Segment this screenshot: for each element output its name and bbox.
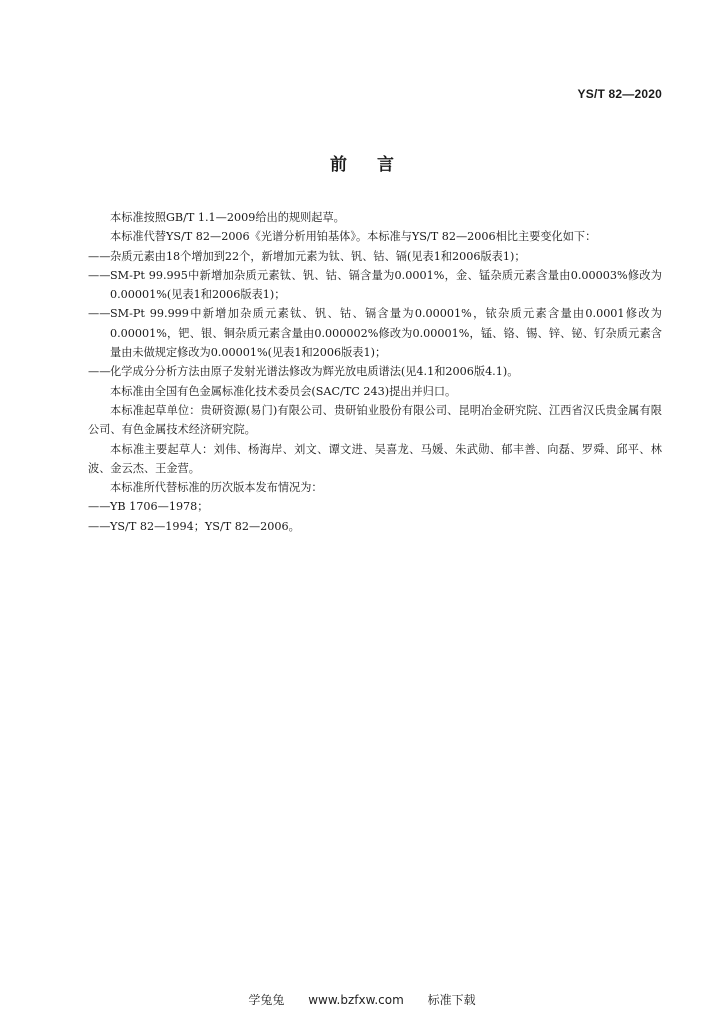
footer-site-name: 学兔兔 xyxy=(248,993,285,1007)
dash-marker: —— xyxy=(88,500,111,514)
paragraph-history-intro: 本标准所代替标准的历次版本发布情况为： xyxy=(110,481,323,495)
change-item xyxy=(88,304,662,362)
change-text: 化学成分分析方法由原子发射光谱法修改为辉光放电质谱法(见4.1和2006版4.1)。 xyxy=(110,365,519,379)
change-text: SM-Pt 99.995中新增加杂质元素钛、钒、钴、镉含量为0.0001%，金、锰杂质元素含量由0.00003%修改为0.00001%(见表1和2006版表1)； xyxy=(110,268,662,302)
dash-marker: —— xyxy=(88,365,111,379)
page-title: 前言 xyxy=(330,155,424,175)
standard-code: YS/T 82—2020 xyxy=(577,87,662,101)
change-text: 杂质元素由18个增加到22个，新增加元素为钛、钒、钴、镉(见表1和2006版表1)； xyxy=(110,249,526,263)
footer-url[interactable]: www.bzfxw.com xyxy=(308,993,404,1007)
change-item xyxy=(88,266,662,305)
dash-marker: —— xyxy=(88,307,111,321)
footer-watermark xyxy=(0,991,724,1008)
change-text: SM-Pt 99.999中新增加杂质元素钛、钒、钴、镉含量为0.00001%，铱杂质元素含量由0.0001修改为0.00001%，钯、银、铜杂质元素含量由0.000002%修改为0.00001%，锰、铬、锡、锌、铋、钌杂质元素含量由未做规定修改为0.00001%(见表1和2006版表1)； xyxy=(110,307,662,360)
change-item xyxy=(88,247,662,266)
history-text: YS/T 82—1994；YS/T 82—2006。 xyxy=(110,519,300,533)
dash-marker: —— xyxy=(88,249,111,263)
dash-marker: —— xyxy=(88,268,111,282)
history-item xyxy=(88,497,662,516)
footer-label: 标准下载 xyxy=(427,993,476,1007)
paragraph-drafters: 本标准主要起草人：刘伟、杨海岸、刘文、谭文进、吴喜龙、马媛、朱武勋、郁丰善、向磊、罗舜、邱平、林波、金云杰、王金营。 xyxy=(88,442,662,475)
dash-marker: —— xyxy=(88,519,111,533)
history-item xyxy=(88,517,662,536)
change-item xyxy=(88,362,662,381)
paragraph-replacement: 本标准代替YS/T 82—2006《光谱分析用铂基体》。本标准与YS/T 82—2006相比主要变化如下： xyxy=(110,230,597,244)
paragraph-drafting-rules: 本标准按照GB/T 1.1—2009给出的规则起草。 xyxy=(110,211,345,224)
foreword-body xyxy=(88,208,662,536)
history-text: YB 1706—1978； xyxy=(110,500,209,514)
paragraph-drafting-units: 本标准起草单位：贵研资源(易门)有限公司、贵研铂业股份有限公司、昆明冶金研究院、江西省汉氏贵金属有限公司、有色金属技术经济研究院。 xyxy=(88,403,662,437)
paragraph-proposer: 本标准由全国有色金属标准化技术委员会(SAC/TC 243)提出并归口。 xyxy=(110,384,457,398)
